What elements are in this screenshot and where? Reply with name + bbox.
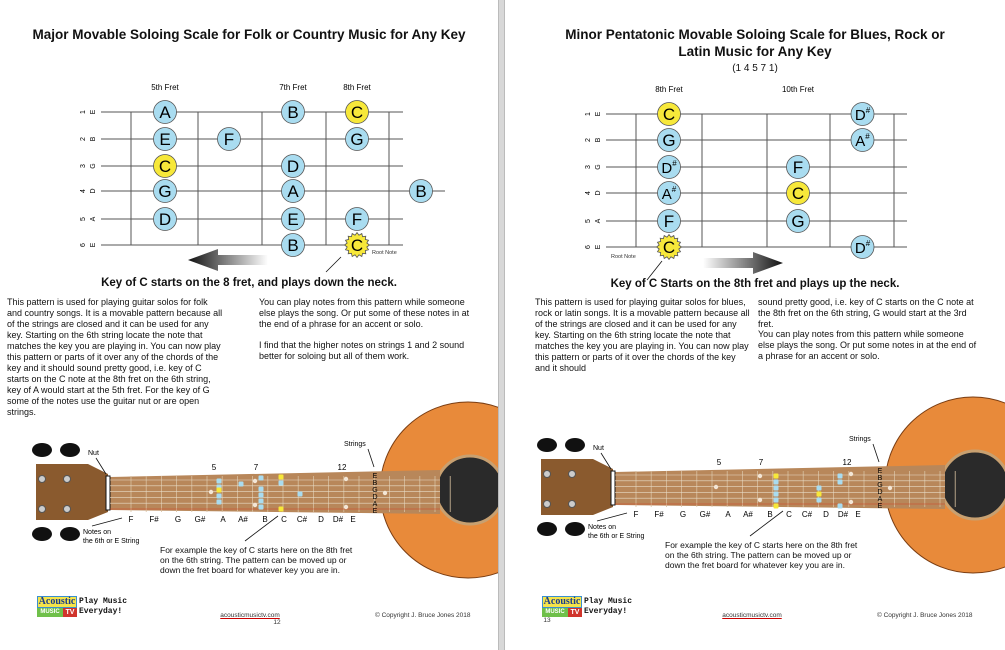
description-right-2: I find that the higher notes on strings 1 and 2 sound better for soloing but all of them work. (259, 340, 465, 361)
note-label: B (287, 103, 299, 122)
tuner-post (64, 476, 71, 483)
string-number: 3 (80, 164, 87, 168)
note-label: D (286, 157, 300, 176)
fret-label: 5th Fret (151, 83, 179, 92)
site-link[interactable]: acousticmusictv.com (722, 612, 782, 619)
inlay-dot (714, 485, 718, 489)
scale-dot (774, 480, 779, 485)
sixth-string-note: A# (743, 510, 753, 519)
tuner-post (569, 501, 576, 508)
fret-label: 8th Fret (655, 85, 683, 94)
acoustic-music-tv-logo (35, 594, 128, 620)
inlay-dot (849, 500, 853, 504)
note-label: G (791, 212, 805, 231)
sixth-string-note: G# (194, 515, 206, 524)
scale-dot (217, 479, 222, 484)
string-number: 4 (585, 191, 592, 195)
fret-number: 12 (842, 458, 852, 467)
note-label: D# (661, 159, 677, 177)
string-name: B (595, 137, 602, 143)
copyright: © Copyright J. Bruce Jones 2018 (877, 612, 973, 619)
note-label: B (287, 236, 299, 255)
logo-word: TV (63, 608, 77, 617)
scale-dot (239, 482, 244, 487)
description-left: This pattern is used for playing guitar solos for blues, rock or latin songs. It is a movable pattern because all of the strings are closed and it can be used for any key. Starting on the 6th string locate the note that matches the key you are playing in. You can now play this pattern or parts of it over the chords of the key and it should (535, 297, 750, 373)
string-letter: E (877, 503, 883, 510)
example-text: For example the key of C starts here on the 8th fret on the 6th string. The pattern can be moved up or down the fret board for whatever key you are in. (160, 545, 353, 575)
inlay-dot (383, 491, 387, 495)
sixth-string-note: C# (296, 515, 308, 524)
string-letter: D (877, 489, 883, 496)
scale-dot (298, 492, 303, 497)
sixth-string-note: F (633, 510, 639, 519)
sound-hole (436, 456, 498, 524)
copyright: © Copyright J. Bruce Jones 2018 (375, 612, 471, 619)
string-letter: B (877, 475, 883, 482)
sixth-string-note: A# (238, 515, 248, 524)
scale-dot (817, 498, 822, 503)
strings-label: Strings (849, 436, 871, 443)
page-number: 12 (273, 619, 281, 626)
scale-dot (774, 492, 779, 497)
sixth-string-note: B (262, 515, 268, 524)
string-name: G (595, 164, 602, 170)
string-letter: B (372, 480, 378, 487)
scale-dot (774, 474, 779, 479)
page-title: Major Movable Soloing Scale for Folk or Country Music for Any Key (32, 27, 466, 42)
fret-label: 7th Fret (279, 83, 307, 92)
scale-dot (259, 499, 264, 504)
sixth-string-note: A (725, 510, 731, 519)
page-title: Minor Pentatonic Movable Soloing Scale for Blues, Rock or Latin Music for Any Key (565, 27, 945, 59)
string-number: 6 (585, 245, 592, 249)
page-13 (505, 0, 1005, 650)
note-label: A (287, 182, 299, 201)
note-label: D# (854, 106, 871, 124)
tuner-post (544, 501, 551, 508)
sixth-string-note: D (823, 510, 829, 519)
tuning-peg-icon (60, 527, 80, 541)
scale-dot (838, 504, 843, 509)
scale-dot (838, 474, 843, 479)
string-number: 3 (585, 165, 592, 169)
tuner-post (39, 476, 46, 483)
notes-label: Notes on (83, 529, 112, 536)
sixth-string-note: F (128, 515, 134, 524)
string-number: 2 (585, 138, 592, 142)
tagline-line: Everyday! (584, 607, 628, 616)
direction-arrow-left (188, 249, 268, 271)
scale-dot (217, 494, 222, 499)
scale-degrees: (1 4 5 7 1) (732, 63, 778, 74)
inlay-dot (209, 490, 213, 494)
string-name: E (90, 109, 97, 115)
note-label: F (792, 158, 804, 177)
sixth-string-note: G# (699, 510, 711, 519)
note-label: B (415, 182, 427, 201)
tagline-line: Play Music (79, 597, 128, 606)
note-label: E (159, 130, 171, 149)
sixth-string-note: A (220, 515, 226, 524)
logo-word: TV (568, 608, 582, 617)
page-divider (498, 0, 505, 650)
note-label: G (350, 130, 364, 149)
description-right-2: You can play notes from this pattern while someone else plays the song. Or put some notes in at the end of a phrase for an accent or solo. (758, 329, 977, 361)
strings-arrow (368, 449, 374, 467)
note-label: D# (854, 239, 871, 257)
tagline-line: Everyday! (79, 607, 123, 616)
sixth-string-note: D (318, 515, 324, 524)
tuning-peg-icon (565, 522, 585, 536)
sixth-string-note: C# (801, 510, 813, 519)
diagram-caption: Key of C Starts on the 8th fret and plays up the neck. (610, 278, 900, 290)
string-letter: G (372, 487, 378, 494)
direction-arrow-right (703, 252, 783, 274)
tuning-peg-icon (537, 522, 557, 536)
strings-label: Strings (344, 441, 366, 448)
scale-dot (259, 476, 264, 481)
logo-word: MUSIC (37, 608, 63, 617)
scale-dot (817, 492, 822, 497)
sixth-string-note: G (679, 510, 687, 519)
string-name: D (90, 188, 97, 194)
tuning-peg-icon (537, 438, 557, 452)
string-name: E (595, 111, 602, 117)
fret-label: 8th Fret (343, 83, 371, 92)
note-label: F (351, 210, 363, 229)
string-letter: D (372, 494, 378, 501)
string-letter: A (877, 496, 883, 503)
string-name: D (595, 190, 602, 196)
string-letter: E (372, 508, 378, 515)
fret-number: 7 (758, 458, 764, 467)
logo-word: MUSIC (542, 608, 568, 617)
note-label: A (159, 103, 171, 122)
notes-label: the 6th or E String (83, 538, 140, 545)
string-name: B (90, 136, 97, 142)
tuning-peg-icon (32, 527, 52, 541)
string-number: 5 (585, 219, 592, 223)
inlay-dot (344, 505, 348, 509)
inlay-dot (888, 486, 892, 490)
fret-number: 7 (253, 463, 259, 472)
note-label: C (662, 105, 676, 124)
fretboard (615, 465, 945, 509)
nut-label: Nut (593, 445, 604, 452)
sixth-string-note: C (281, 515, 287, 524)
string-letter: G (877, 482, 883, 489)
note-label: A# (855, 132, 870, 150)
string-number: 2 (80, 137, 87, 141)
sound-hole (941, 451, 1005, 519)
scale-dot (279, 475, 284, 480)
note-label: F (223, 130, 235, 149)
sixth-string-note: F# (654, 510, 664, 519)
note-label: F (663, 212, 675, 231)
scale-dot (774, 498, 779, 503)
note-label: E (287, 210, 299, 229)
nut-label: Nut (88, 450, 99, 457)
note-label: D (158, 210, 172, 229)
notes-arrow (92, 518, 122, 526)
fretboard (110, 470, 440, 514)
sixth-string-note: E (350, 515, 356, 524)
string-name: A (90, 216, 97, 222)
pointer-arrow (326, 257, 341, 272)
sixth-string-note: F# (149, 515, 159, 524)
string-number: 5 (80, 217, 87, 221)
string-number: 1 (585, 112, 592, 116)
page-12 (0, 0, 498, 650)
sixth-string-note: E (855, 510, 861, 519)
string-name: E (595, 244, 602, 250)
fret-number: 5 (716, 458, 722, 467)
root-note-label: Root Note (611, 254, 636, 260)
description-left: This pattern is used for playing guitar solos for folk and country songs. It is a movable pattern because all of the strings are closed and it can be used for any key. Starting on the 6th string locate the note that matches the key you are playing in. You can now play this pattern or parts of it over any of the chords of the key and it should sound pretty good, i.e. key of C starts on the C note at the 8th fret on the 6th string, key of A would start at the 5th fret. For the key of G some of the notes use the guitar nut or are open strings. (7, 297, 223, 417)
fret-number: 5 (211, 463, 217, 472)
string-number: 1 (80, 110, 87, 114)
inlay-dot (758, 498, 762, 502)
scale-dot (259, 487, 264, 492)
description-right-1: sound pretty good, i.e. key of C starts on the C note at the 8th fret on the 6th string, G would start at the 3rd fret. (758, 297, 974, 329)
tuning-peg-icon (32, 443, 52, 457)
scale-dot (259, 505, 264, 510)
sixth-string-note: D# (332, 515, 344, 524)
inlay-dot (253, 503, 257, 507)
tagline (584, 597, 644, 617)
note-label: C (791, 184, 805, 203)
site-link[interactable]: acousticmusictv.com (220, 612, 280, 619)
scale-dot (217, 488, 222, 493)
note-label: C (158, 157, 172, 176)
sixth-string-note: C (786, 510, 792, 519)
note-label: G (662, 131, 676, 150)
notes-label: the 6th or E String (588, 533, 645, 540)
string-number: 6 (80, 243, 87, 247)
logo-word: Acoustic (38, 596, 76, 607)
tuning-peg-icon (60, 443, 80, 457)
inlay-dot (849, 472, 853, 476)
fret-number: 12 (337, 463, 347, 472)
scale-dot (774, 486, 779, 491)
scale-dot (817, 486, 822, 491)
scale-dot (259, 493, 264, 498)
example-text: For example the key of C starts here on the 8th fret on the 6th string. The pattern can be moved up or down the fret board for whatever key you are in. (665, 540, 858, 570)
description-right-1: You can play notes from this pattern while someone else plays the song. Or put some of these notes in at the end of a phrase for an accent or solo. (259, 297, 470, 329)
string-letter: E (372, 473, 378, 480)
page-number: 13 (543, 617, 551, 624)
string-name: E (90, 242, 97, 248)
note-label: C (662, 238, 676, 257)
tuner-post (39, 506, 46, 513)
headstock (36, 464, 108, 520)
tuner-post (544, 471, 551, 478)
string-name: G (90, 163, 97, 169)
note-label: C (350, 236, 364, 255)
string-number: 4 (80, 189, 87, 193)
root-note-label: Root Note (372, 250, 397, 256)
notes-label: Notes on (588, 524, 617, 531)
scale-dot (279, 481, 284, 486)
tagline-line: Play Music (584, 597, 633, 606)
nut (106, 476, 110, 510)
nut (611, 471, 615, 505)
inlay-dot (253, 479, 257, 483)
scale-dot (279, 507, 284, 512)
tuning-peg-icon (565, 438, 585, 452)
logo-word: Acoustic (543, 596, 581, 607)
strings-arrow (873, 444, 879, 462)
scale-dot (217, 500, 222, 505)
diagram-caption: Key of C starts on the 8 fret, and plays down the neck. (101, 277, 397, 289)
sixth-string-note: B (767, 510, 773, 519)
scale-dot (774, 504, 779, 509)
inlay-dot (344, 477, 348, 481)
tagline (79, 597, 139, 617)
note-label: G (158, 182, 172, 201)
fret-label: 10th Fret (781, 85, 815, 94)
scale-dot (838, 480, 843, 485)
note-label: C (350, 103, 364, 122)
string-letter: E (877, 468, 883, 475)
sixth-string-note: G (174, 515, 182, 524)
notes-arrow (597, 513, 627, 521)
sixth-string-note: D# (837, 510, 849, 519)
tuner-post (569, 471, 576, 478)
note-label: A# (661, 185, 677, 203)
string-letter: A (372, 501, 378, 508)
tuner-post (64, 506, 71, 513)
string-name: A (595, 218, 602, 224)
inlay-dot (758, 474, 762, 478)
headstock (541, 459, 613, 515)
